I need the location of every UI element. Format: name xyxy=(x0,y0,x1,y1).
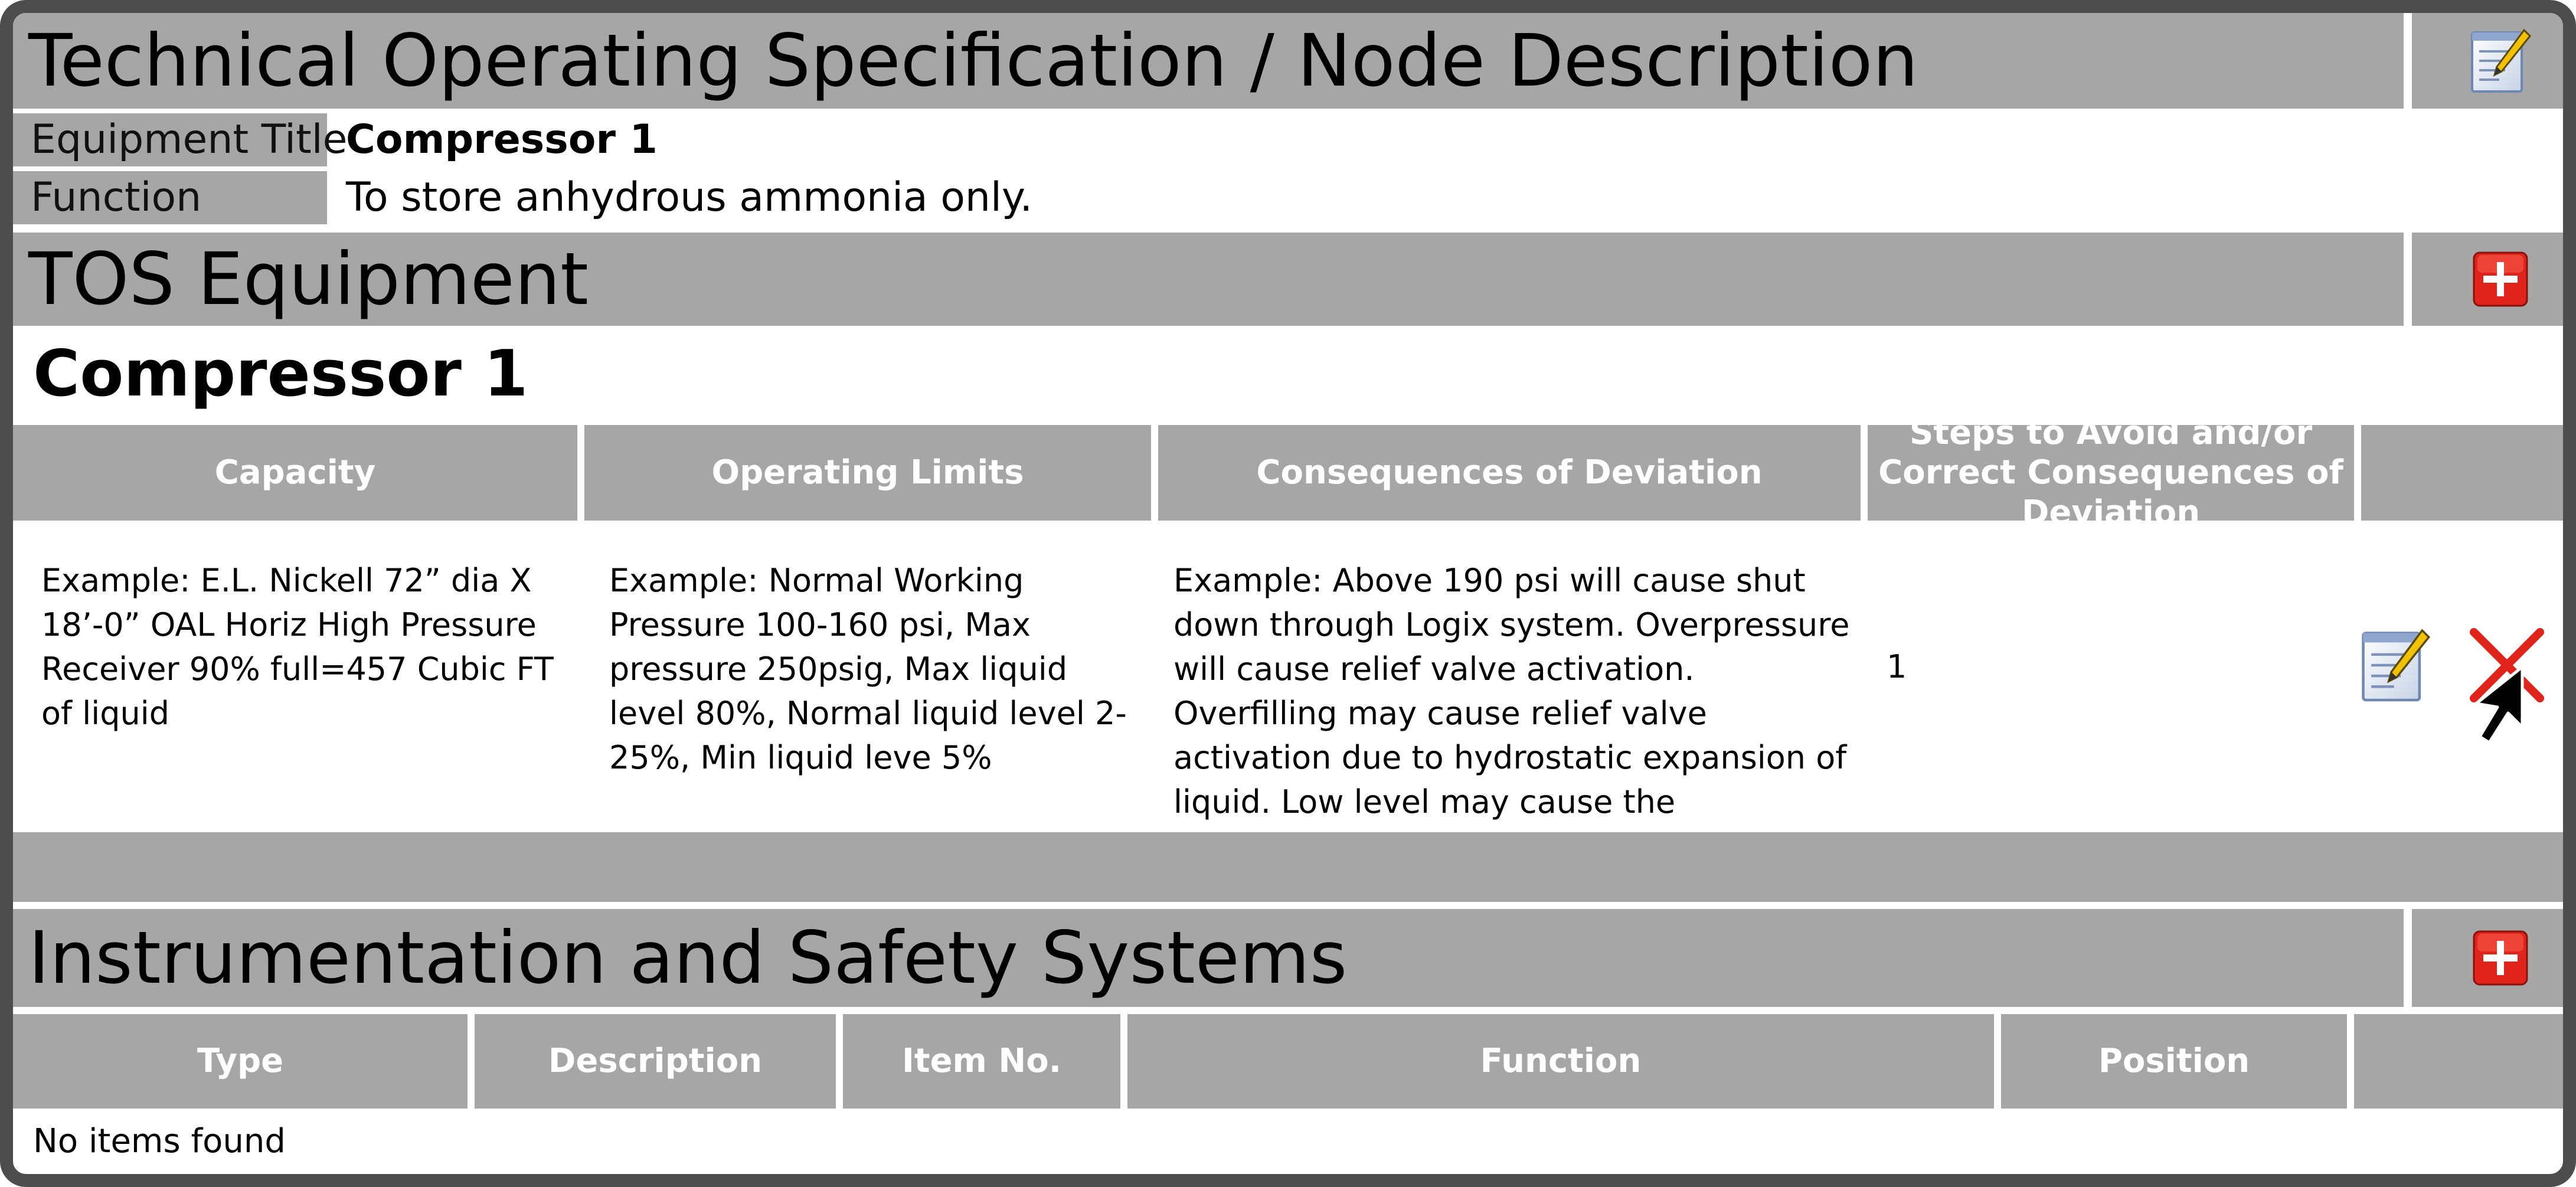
col-consequences: Consequences of Deviation xyxy=(1158,425,1861,521)
notepad-pencil-icon xyxy=(2361,625,2430,705)
edit-row-button[interactable] xyxy=(2354,621,2437,709)
equipment-title-value: Compressor 1 xyxy=(346,116,658,163)
mouse-pointer-icon xyxy=(2466,662,2536,745)
cell-capacity: Example: E.L. Nickell 72” dia X 18’-0” OAL Horiz High Pressure Receiver 90% full=457 Cubic FT of liquid xyxy=(41,562,554,732)
spec-title: Technical Operating Specification / Node Description xyxy=(28,19,1918,103)
col-description: Description xyxy=(475,1014,836,1108)
tos-header xyxy=(13,233,2404,326)
col-position: Position xyxy=(2001,1014,2347,1108)
col-type: Type xyxy=(13,1014,468,1108)
equipment-name-heading: Compressor 1 xyxy=(33,337,528,411)
equipment-title-label: Equipment Title xyxy=(13,113,327,166)
col-capacity: Capacity xyxy=(13,425,577,521)
table-row xyxy=(13,521,2576,829)
spec-header xyxy=(13,13,2404,109)
tos-title: TOS Equipment xyxy=(28,237,589,321)
col-iss-actions xyxy=(2354,1014,2576,1108)
col-function: Function xyxy=(1127,1014,1994,1108)
col-steps: Steps to Avoid and/or Correct Consequences of Deviation xyxy=(1868,425,2354,521)
iss-title: Instrumentation and Safety Systems xyxy=(28,916,1348,1000)
tos-equipment-name xyxy=(33,339,528,410)
add-tos-equipment-button[interactable] xyxy=(2412,233,2576,326)
cell-consequences: Example: Above 190 psi will cause shut down through Logix system. Overpressure will cause relief valve activation. Overfilling may cause relief valve activation due to hydrostatic expansion of liquid. Low level may cause the xyxy=(1173,562,1850,820)
red-plus-icon xyxy=(2473,251,2528,307)
edit-spec-button[interactable] xyxy=(2412,13,2576,109)
notepad-pencil-icon xyxy=(2470,27,2531,95)
col-operating-limits: Operating Limits xyxy=(584,425,1151,521)
cell-operating-limits: Example: Normal Working Pressure 100-160 psi, Max pressure 250psig, Max liquid level 80%, Normal liquid level 2-25%, Min liquid leve 5% xyxy=(609,562,1127,776)
tos-footer-bar xyxy=(13,832,2576,902)
function-value: To store anhydrous ammonia only. xyxy=(346,174,1033,221)
add-instrumentation-button[interactable] xyxy=(2412,909,2576,1007)
empty-state-text: No items found xyxy=(33,1122,286,1160)
cell-steps: 1 xyxy=(1887,648,1907,685)
col-item-no: Item No. xyxy=(843,1014,1120,1108)
function-label: Function xyxy=(13,171,327,224)
iss-header xyxy=(13,909,2404,1007)
red-plus-icon xyxy=(2473,930,2528,986)
col-actions xyxy=(2361,425,2576,521)
